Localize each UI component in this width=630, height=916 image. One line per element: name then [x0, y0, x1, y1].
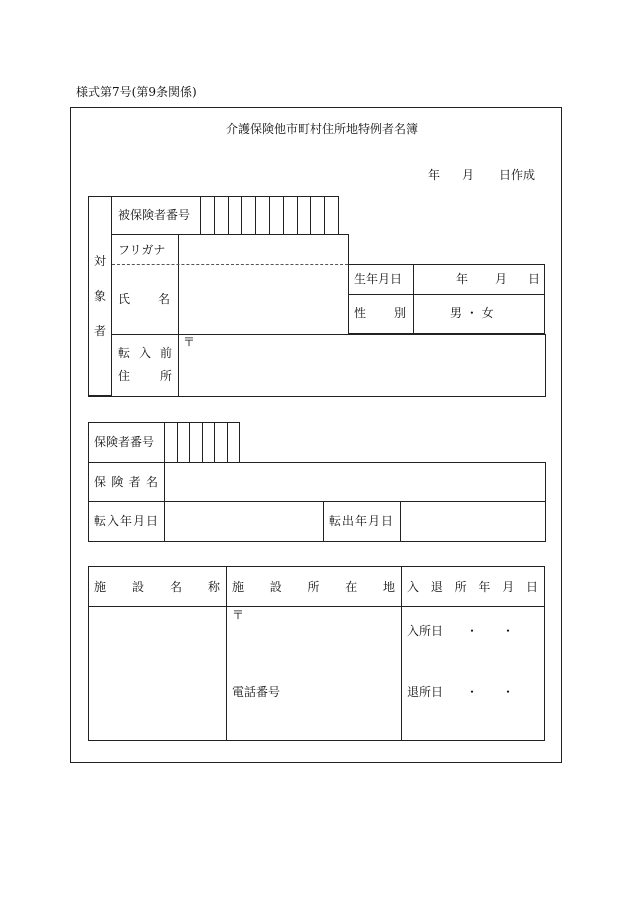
subject-side-label: 対 象 者: [93, 254, 106, 338]
facility-postal-mark-icon: 〒: [232, 608, 245, 622]
insured-number-cells[interactable]: [200, 196, 338, 234]
name-field[interactable]: [179, 265, 347, 333]
created-year: 年: [428, 168, 441, 182]
move-in-label: 転入年月日: [94, 514, 160, 528]
move-out-label: 転出年月日: [329, 514, 395, 528]
move-in-field[interactable]: [165, 502, 322, 540]
insurer-number-cells[interactable]: [164, 422, 239, 462]
admission-label: 入所日: [407, 624, 444, 638]
furigana-field[interactable]: [179, 235, 347, 263]
page-title: 介護保険他市町村住所地特例者名簿: [226, 122, 419, 136]
facility-address-field[interactable]: [227, 607, 400, 677]
insurer-name-field[interactable]: [165, 463, 544, 501]
insured-number-label: 被保険者番号: [118, 208, 191, 222]
discharge-date-field[interactable]: ・ ・: [466, 685, 515, 699]
discharge-label: 退所日: [407, 685, 444, 699]
prev-address-label-2: 住 所: [118, 369, 172, 383]
gender-label: 性 別: [354, 306, 406, 320]
postal-mark-icon: 〒: [183, 335, 196, 349]
move-out-field[interactable]: [401, 502, 544, 540]
furigana-label: フリガナ: [118, 243, 166, 257]
insurer-number-label: 保険者番号: [94, 435, 155, 449]
admission-date-field[interactable]: ・ ・: [466, 624, 515, 638]
phone-label: 電話番号: [232, 685, 281, 699]
prev-address-label-1: 転 入 前: [118, 346, 172, 360]
created-day: 日作成: [499, 168, 536, 182]
facility-name-header: 施 設 名 称: [94, 580, 220, 594]
created-month: 月: [462, 168, 475, 182]
birthdate-label: 生年月日: [354, 272, 403, 286]
name-label: 氏 名: [118, 292, 170, 306]
gender-options[interactable]: 男 ・ 女: [450, 306, 494, 320]
birthdate-field[interactable]: 年 月 日: [456, 272, 541, 286]
facility-dates-header: 入 退 所 年 月 日: [407, 580, 538, 594]
phone-field[interactable]: [282, 680, 400, 704]
form-label: 様式第7号(第9条関係): [76, 85, 197, 99]
insurer-name-label: 保 険 者 名: [94, 475, 158, 489]
prev-address-field[interactable]: [179, 335, 544, 395]
facility-location-header: 施 設 所 在 地: [232, 580, 395, 594]
facility-name-field[interactable]: [89, 607, 225, 740]
